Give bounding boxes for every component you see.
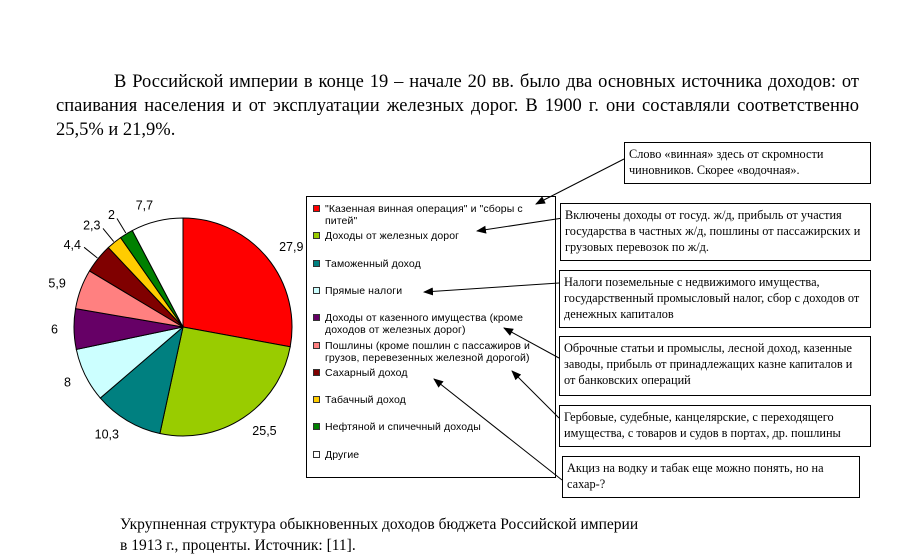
pie-data-label: 7,7	[135, 198, 154, 213]
note-railways: Включены доходы от госуд. ж/д, прибыль от участия государства в частных ж/д, пошлины от пассажирских и грузовых перевозок по ж/д.	[560, 203, 871, 261]
legend-swatch	[313, 369, 320, 376]
legend-item: Доходы от железных дорог	[313, 230, 553, 242]
note-state-property: Оброчные статьи и промыслы, лесной доход, казенные заводы, прибыль от принадлежащих казне капиталов и от банковских операций	[559, 336, 871, 396]
legend-swatch	[313, 423, 320, 430]
legend-item: Пошлины (кроме пошлин с пассажиров и грузов, перевезенных железной дорогой)	[313, 340, 553, 364]
intro-paragraph: В Российской империи в конце 19 – начале 20 вв. было два основных источника доходов: от спаивания населения и от эксплуатации железных дорог. В 1900 г. они составляли соответственно 25,5% и 21,9%.	[56, 72, 859, 140]
legend-item: Сахарный доход	[313, 367, 553, 379]
legend-swatch	[313, 342, 320, 349]
legend-item: Доходы от казенного имущества (кроме доходов от железных дорог)	[313, 312, 553, 336]
legend-swatch	[313, 260, 320, 267]
legend-swatch	[313, 205, 320, 212]
pie-data-label: 6	[51, 322, 58, 337]
note-direct-taxes: Налоги поземельные с недвижимого имущества, государственный промысловый налог, сбор с доходов от денежных капиталов	[559, 270, 871, 328]
pie-data-label: 8	[63, 375, 71, 390]
legend-swatch	[313, 396, 320, 403]
legend-item: Нефтяной и спичечный доходы	[313, 421, 553, 433]
pie-label-leader	[84, 247, 97, 258]
pie-data-label: 2	[107, 208, 115, 223]
pie-data-label: 27,9	[279, 240, 304, 254]
pie-slice	[183, 218, 292, 347]
pie-data-label: 5,9	[48, 276, 66, 291]
pie-data-label: 4,4	[63, 237, 81, 252]
legend-swatch	[313, 451, 320, 458]
pie-data-label: 25,5	[252, 424, 277, 438]
pie-data-label: 10,3	[94, 427, 119, 442]
pie-label-leader	[103, 228, 114, 241]
note-vodka: Слово «винная» здесь от скромности чиновников. Скорее «водочная».	[624, 142, 871, 184]
note-sugar: Акциз на водку и табак еще можно понять, но на сахар-?	[562, 456, 860, 498]
pie-label-leader	[117, 219, 126, 234]
legend-item: Табачный доход	[313, 394, 553, 406]
legend-swatch	[313, 314, 320, 321]
note-duties: Гербовые, судебные, канцелярские, с переходящего имущества, с товаров и судов в портах, др. пошлины	[559, 405, 871, 447]
chart-caption: Укрупненная структура обыкновенных доходов бюджета Российской империи в 1913 г., проценты. Источник: [11].	[120, 516, 639, 554]
legend-item: "Казенная винная операция" и "сборы с питей"	[313, 203, 553, 227]
legend-item: Прямые налоги	[313, 285, 553, 297]
pie-data-label: 2,3	[83, 218, 101, 233]
legend-swatch	[313, 232, 320, 239]
legend-item: Другие	[313, 449, 553, 461]
legend-item: Таможенный доход	[313, 258, 553, 270]
pie-slices	[74, 218, 292, 436]
chart-legend	[306, 196, 556, 478]
legend-swatch	[313, 287, 320, 294]
